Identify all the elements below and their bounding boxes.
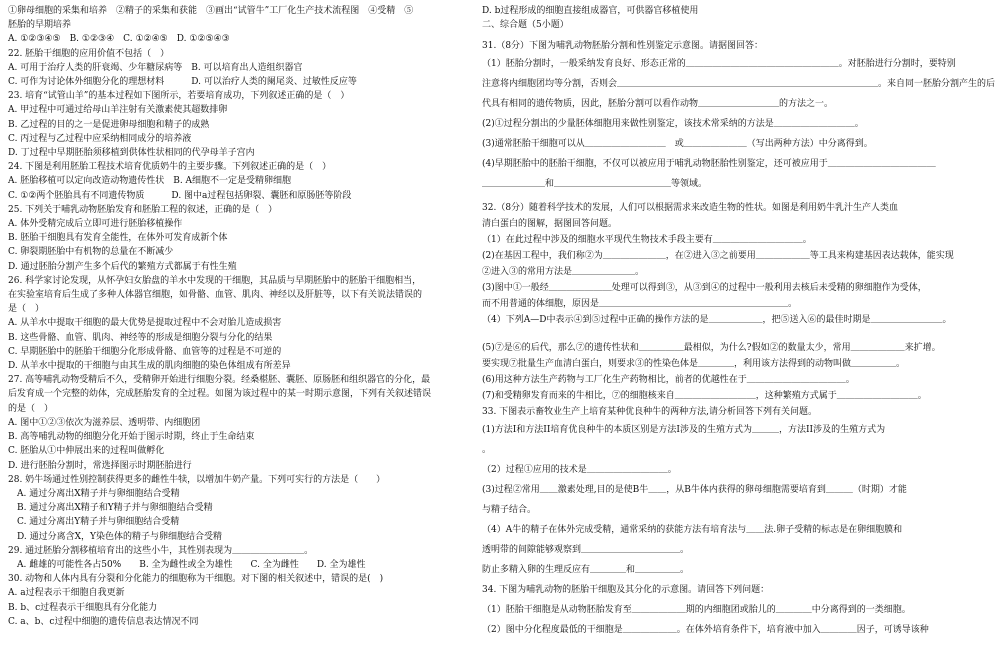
option-b: B. 乙过程的目的之一是促进卵母细胞和精子的成熟 xyxy=(8,119,210,130)
text-line: （1）胚胎干细胞是从动物胚胎发育至＿＿＿＿＿＿期的内细胞团或胎儿的＿＿＿＿中分离得到的一类细胞。 xyxy=(482,605,911,616)
answer-options: C. 可作为讨论体外细胞分化的理想材料 D. 可以治疗人类的阑尾炎、过敏性反应等 xyxy=(8,77,357,88)
text-line: （2）过程①应用的技术是＿＿＿＿＿＿＿＿＿。 xyxy=(482,465,677,476)
option-c: C. 卵裂期胚胎中有机物的总量在不断减少 xyxy=(8,247,174,258)
text-line: (2)在基因工程中，我们称②为＿＿＿＿＿＿＿，在②进入③之前要用＿＿＿＿＿＿等工具来构建基因表达载体，能实现 xyxy=(482,251,954,262)
option-c: C. 早期胚胎中的胚胎干细胞分化形成骨骼、血管等的过程是不可逆的 xyxy=(8,346,282,357)
text-line: 透明带的间隙能够观察到＿＿＿＿＿＿＿＿＿＿＿。 xyxy=(482,545,690,556)
section-heading: 二、综合题（5小题） xyxy=(482,20,569,31)
text-line: 代具有相同的遗传物质，因此，胚胎分割可以看作动物＿＿＿＿＿＿＿＿＿的方法之一。 xyxy=(482,99,834,110)
question-25: 25. 下列关于哺乳动物胚胎发育和胚胎工程的叙述，正确的是（ ） xyxy=(8,204,278,215)
question-22: 22. 胚胎干细胞的应用价值不包括（ ） xyxy=(8,48,170,59)
option-b: B. 通过分离出X精子和Y精子并与卵细胞结合受精 xyxy=(8,503,213,514)
text-line: 注意将内细胞团均等分割，否则会＿＿＿＿＿＿＿＿＿＿＿＿＿＿＿＿＿＿＿＿＿＿＿＿＿＿＿＿＿。来自同一胚胎分割产生的后 xyxy=(482,79,995,90)
question-30: 30. 动物和人体内具有分裂和分化能力的细胞称为干细胞。对下图的相关叙述中，错误的是( ) xyxy=(8,574,384,585)
option-a: A. 图中①②③依次为滋养层、透明带、内细胞团 xyxy=(8,417,201,428)
question-34: 34. 下图为哺乳动物的胚胎干细胞及其分化的示意图。请回答下列问题： xyxy=(482,585,770,596)
question-26: 26. 科学家讨论发现，从怀孕妇女胎盘的羊水中发现的干细胞，其品质与早期胚胎中的胚胎干细胞相当， xyxy=(8,275,422,286)
answer-options: A. 雌雄的可能性各占50% B. 全为雌性或全为雄性 C. 全为雌性 D. 全为雄性 xyxy=(8,559,366,570)
text-line: 而不用普通的体细胞，原因是＿＿＿＿＿＿＿＿＿＿＿＿＿＿＿＿＿＿＿＿＿。 xyxy=(482,299,798,310)
question-28: 28. 奶牛场通过性别控制获得更多的雌性牛犊，以增加牛奶产量。下列可实行的方法是（ ） xyxy=(8,474,386,485)
option-d: D. 通过胚胎分割产生多个后代的繁殖方式都属于有性生殖 xyxy=(8,261,237,272)
question-31: 31.（8分）下图为哺乳动物胚胎分割和性别鉴定示意图。请据图回答： xyxy=(482,41,764,52)
text-line: 后发育成一个完整的幼体，完成胚胎发育的全过程。如图为该过程中的某一时期示意图，下列有关叙述错误 xyxy=(8,389,432,400)
text-line: （1）在此过程中涉及的细胞水平现代生物技术手段主要有＿＿＿＿＿＿＿＿＿＿。 xyxy=(482,235,812,246)
option-b: B. 高等哺乳动物的细胞分化开始于图示时期，终止于生命结束 xyxy=(8,432,255,443)
text-line: (2)①过程分割出的少量胚体细胞用来做性别鉴定，该技术常采纳的方法是＿＿＿＿＿＿＿＿＿。 xyxy=(482,119,864,130)
option-a: A. 从羊水中提取干细胞的最大优势是提取过程中不会对胎儿造成损害 xyxy=(8,318,282,329)
option-a: A. 体外受精完成后立即可进行胚胎移植操作 xyxy=(8,219,183,230)
question-33: 33. 下图表示畜牧业生产上培育某种优良种牛的两种方法,请分析回答下列有关问题。 xyxy=(482,407,818,418)
option-d: D. b过程形成的细胞直接组成器官，可供器官移植使用 xyxy=(482,6,699,16)
option-b: B. 这些骨骼、血管、肌肉、神经等的形成是细胞分裂与分化的结果 xyxy=(8,332,273,343)
text-line: （4）A牛的精子在体外完成受精，通常采纳的获能方法有培育法与＿＿法.卵子受精的标志是在卵细胞膜和 xyxy=(482,525,903,536)
right-column xyxy=(482,4,995,640)
text-line: (3)通常胚胎干细胞可以从＿＿＿＿＿＿＿＿＿ 或＿＿＿＿＿＿＿（写出两种方法）中分离得到。 xyxy=(482,139,873,150)
answer-options: A. 可用于治疗人类的肝衰竭、少年糖尿病等 B. 可以培育出人造组织器官 xyxy=(8,62,303,73)
text-line: 防止多精入卵的生理反应有＿＿＿＿和＿＿＿＿＿。 xyxy=(482,565,690,576)
text-line: 与精子结合。 xyxy=(482,505,537,516)
text-line: ①卵母细胞的采集和培养 ②精子的采集和获能 ③画出“试管牛”工厂化生产技术流程图 ④受精 ⑤ xyxy=(8,6,414,16)
text-line: (4)早期胚胎中的胚胎干细胞，不仅可以被应用于哺乳动物胚胎性别鉴定，还可被应用于＿＿＿＿＿＿＿＿＿＿＿＿ xyxy=(482,159,936,170)
text-line: 胚胎的早期培养 xyxy=(8,20,72,31)
text-line: (3)图中①一般经＿＿＿＿＿＿＿处理可以得到③，从③到④的过程中一般利用去核后未受精的卵细胞作为受体， xyxy=(482,283,927,294)
text-line: 。 xyxy=(482,445,492,456)
text-line: 要实现⑦批量生产血清白蛋白，则要求③的性染色体是＿＿＿＿，利用该方法得到的动物叫做＿＿＿＿＿。 xyxy=(482,359,906,370)
option-d: D. 从羊水中提取的干细胞与由其生成的肌肉细胞的染色体组成有所差异 xyxy=(8,361,291,372)
question-32: 32.（8分）随着科学技术的发展，人们可以根据需求来改造生物的性状。如图是利用奶牛乳汁生产人类血 xyxy=(482,203,899,214)
text-line: （2）图中分化程度最低的干细胞是＿＿＿＿＿＿。在体外培育条件下，培育液中加入＿＿＿＿因子，可诱导该种 xyxy=(482,625,929,636)
text-line: ＿＿＿＿＿＿＿和＿＿＿＿＿＿＿＿＿＿＿＿＿等领域。 xyxy=(482,179,708,190)
option-c: C. 丙过程与乙过程中应采纳相同成分的培养液 xyxy=(8,133,192,144)
answer-options: A. 胚胎移植可以定向改造动物遗传性状 B. A细胞不一定是受精卵细胞 xyxy=(8,176,292,187)
answer-options: A. ①②③④⑤ B. ①②③④ C. ①②④⑤ D. ①②⑤④③ xyxy=(8,34,230,45)
text-line: (3)过程②常用＿＿激素处理,目的是使B牛＿＿，从B牛体内获得的卵母细胞需要培育到＿＿＿（时期）才能 xyxy=(482,485,907,496)
option-a: A. a过程表示干细胞自我更新 xyxy=(8,588,125,599)
option-d: D. 通过分离含X，Y染色体的精子与卵细胞结合受精 xyxy=(8,531,222,542)
option-c: C. a、b、c过程中细胞的遗传信息表达情况不同 xyxy=(8,616,199,627)
option-a: A. 甲过程中可通过给母山羊注射有关激素使其超数排卵 xyxy=(8,105,228,116)
option-c: C. 胚胎从①中伸展出来的过程叫做孵化 xyxy=(8,446,165,457)
text-line: 是（ ） xyxy=(8,304,45,315)
left-column xyxy=(8,4,468,629)
text-line: (1)方法I和方法II培育优良种牛的本质区别是方法I涉及的生殖方式为＿＿＿，方法II涉及的生殖方式为 xyxy=(482,425,886,436)
text-line: (7)和受精卵发育而来的牛相比，⑦的细胞核来自＿＿＿＿＿＿＿＿＿，这种繁殖方式属于＿＿＿＿＿＿＿＿＿。 xyxy=(482,391,927,402)
option-d: D. 进行胚胎分割时，常选择图示时期胚胎进行 xyxy=(8,460,192,471)
text-line: 清白蛋白的图解，据图回答问题。 xyxy=(482,219,618,230)
option-b: B. b、c过程表示干细胞具有分化能力 xyxy=(8,602,158,613)
text-line: 在实验室培育后生成了多种人体器官细胞，如骨骼、血管、肌肉、神经以及肝脏等，以下有关说法错误的 xyxy=(8,290,423,301)
text-line: （4）下列A—D中表示④到⑤过程中正确的操作方法的是＿＿＿＿＿＿，把⑤送入⑥的最佳时期是＿＿＿＿＿＿＿＿。 xyxy=(482,315,952,326)
text-line: (5)⑦是⑥的后代，那么⑦的遗传性状和＿＿＿＿＿最相似，为什么?假如②的数量太少，常用＿＿＿＿＿＿来扩增。 xyxy=(482,343,941,354)
option-b: B. 胚胎干细胞具有发育全能性，在体外可发育成新个体 xyxy=(8,233,228,244)
text-line: （1）胚胎分割时，一般采纳发育良好、形态正常的＿＿＿＿＿＿＿＿＿＿＿＿＿＿＿＿＿。对胚胎进行分割时，要特别 xyxy=(482,59,956,70)
question-29: 29. 通过胚胎分割移植培育出的这些小牛，其性别表现为＿＿＿＿＿＿＿＿。 xyxy=(8,545,314,556)
question-23: 23. 培育“试管山羊”的基本过程如下图所示，若要培育成功，下列叙述正确的是（ ） xyxy=(8,91,350,102)
option-c: C. 通过分离出Y精子并与卵细胞结合受精 xyxy=(8,517,180,528)
option-d: D. 丁过程中早期胚胎须移植到供体性状相同的代孕母羊子宫内 xyxy=(8,148,255,159)
question-27: 27. 高等哺乳动物受精后不久，受精卵开始进行细胞分裂。经桑椹胚、囊胚、原肠胚和组织器官的分化，最 xyxy=(8,375,431,386)
question-24: 24. 下图是利用胚胎工程技术培育优质奶牛的主要步骤。下列叙述正确的是（ ） xyxy=(8,162,332,173)
text-line: ②进入③的常用方法是＿＿＿＿＿＿＿。 xyxy=(482,267,645,278)
text-line: (6)用这种方法生产药物与工厂化生产药物相比，前者的优越性在于＿＿＿＿＿＿＿＿＿＿＿。 xyxy=(482,375,855,386)
answer-options: C. ①②两个胚胎具有不同遗传物质 D. 图中a过程包括卵裂、囊胚和原肠胚等阶段 xyxy=(8,190,352,201)
text-line: 的是（ ） xyxy=(8,403,54,414)
option-a: A. 通过分离出X精子并与卵细胞结合受精 xyxy=(8,488,180,499)
